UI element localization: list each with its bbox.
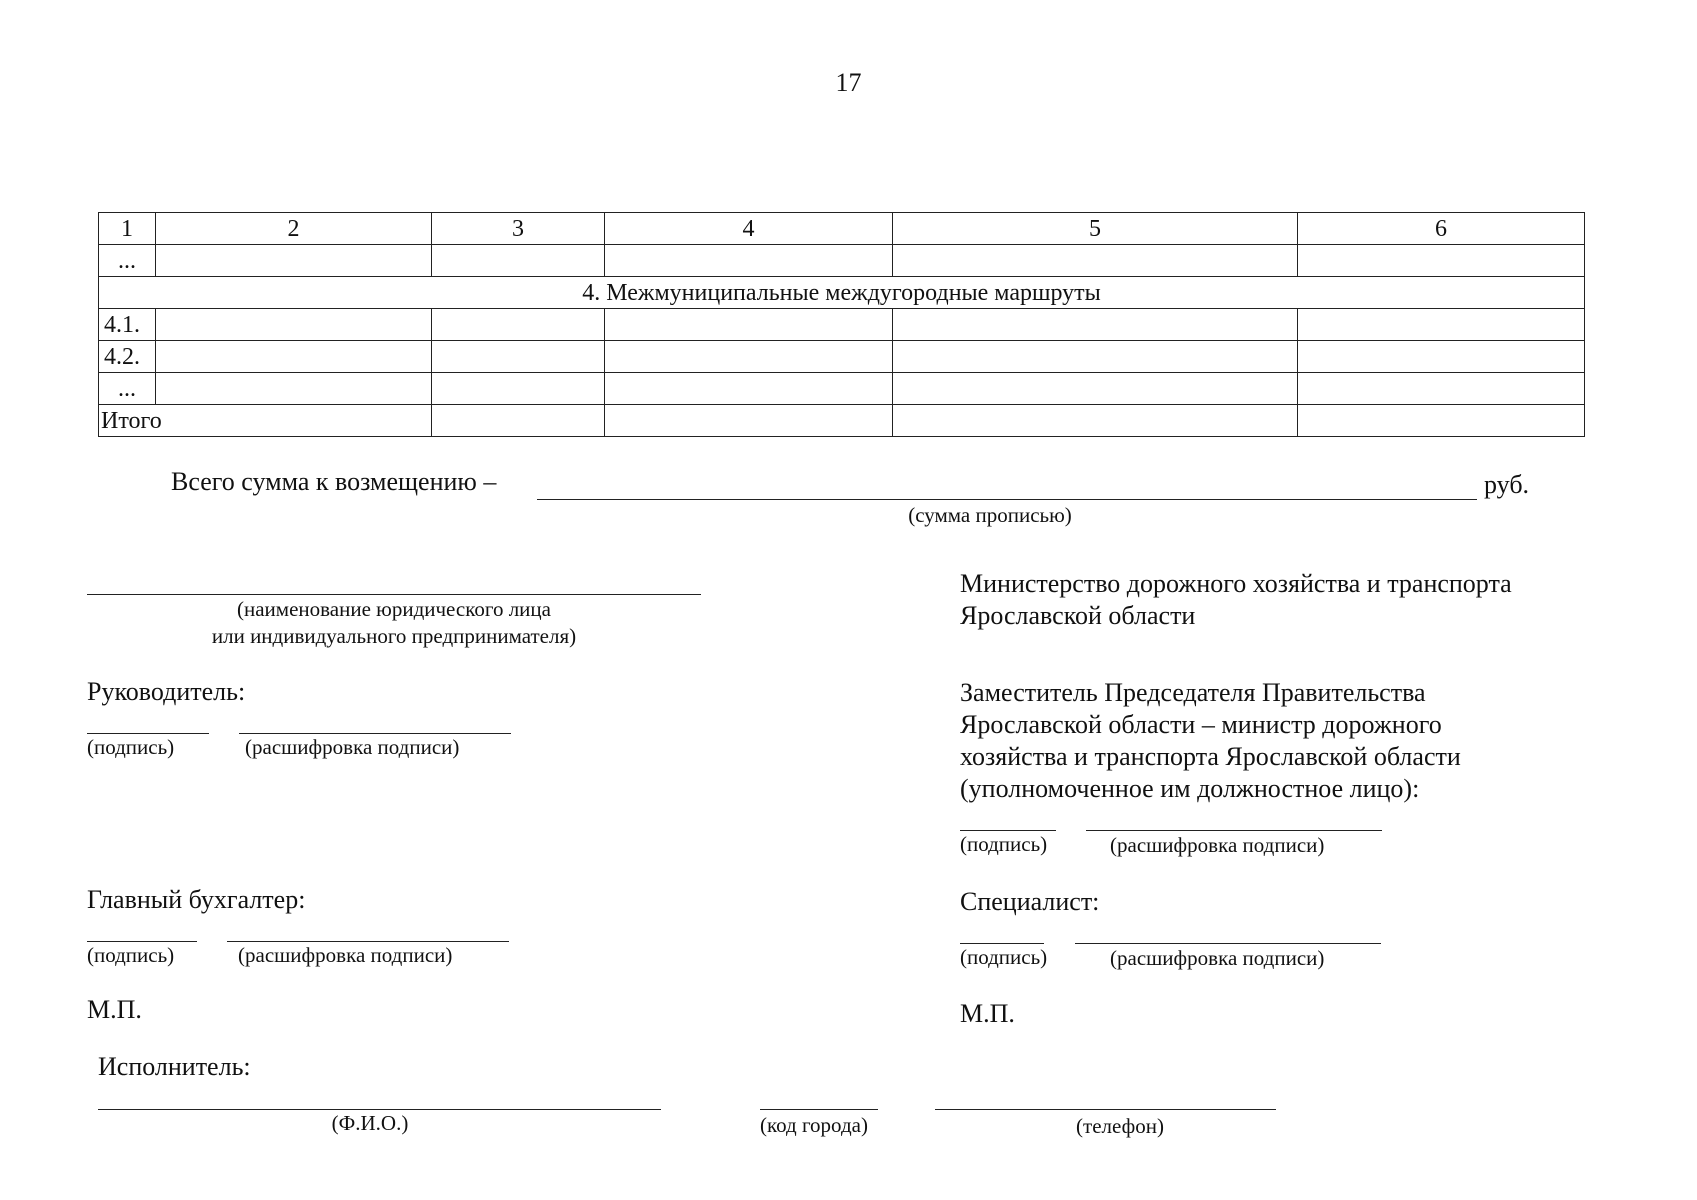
table-header-cell: 2	[156, 213, 432, 245]
ministry-line-2: Ярославской области	[960, 601, 1196, 630]
table-row	[99, 309, 1585, 341]
deputy-signature-caption: (подпись)	[960, 832, 1048, 856]
table-cell	[432, 309, 605, 341]
head-decoding-caption: (расшифровка подписи)	[245, 735, 460, 759]
table-header-cell: 5	[893, 213, 1298, 245]
table-cell	[605, 341, 893, 373]
table-header-cell: 3	[432, 213, 605, 245]
table-cell	[432, 373, 605, 405]
specialist-decoding-caption: (расшифровка подписи)	[1110, 946, 1325, 970]
table-cell	[1298, 341, 1585, 373]
deputy-decoding-caption: (расшифровка подписи)	[1110, 833, 1325, 857]
specialist-decoding-line	[1075, 943, 1381, 944]
specialist-signature-caption: (подпись)	[960, 945, 1048, 969]
table-header-cell: 4	[605, 213, 893, 245]
org-name-line	[87, 594, 701, 595]
table-cell: ...	[99, 373, 156, 405]
table-cell	[156, 309, 432, 341]
total-sum-unit: руб.	[1484, 470, 1530, 499]
table-cell	[605, 405, 893, 437]
table-cell: 4.1.	[99, 309, 156, 341]
table-row	[99, 341, 1585, 373]
head-signature-caption: (подпись)	[87, 735, 175, 759]
table-cell	[432, 341, 605, 373]
head-title: Руководитель:	[87, 677, 246, 706]
executor-title: Исполнитель:	[98, 1052, 251, 1081]
table-cell	[893, 341, 1298, 373]
table-row	[99, 245, 1585, 277]
table-cell	[1298, 309, 1585, 341]
org-caption-1: (наименование юридического лица	[237, 597, 551, 621]
table-cell: 4.2.	[99, 341, 156, 373]
deputy-line-1: Заместитель Председателя Правительства	[960, 678, 1426, 707]
page-number: 17	[835, 68, 862, 97]
table-header-cell: 1	[99, 213, 156, 245]
table-cell	[1298, 373, 1585, 405]
table-header-cell: 6	[1298, 213, 1585, 245]
total-sum-line	[537, 499, 1477, 500]
city-code-caption: (код города)	[760, 1113, 868, 1137]
total-row	[99, 405, 1585, 437]
specialist-title: Специалист:	[960, 887, 1100, 916]
phone-caption: (телефон)	[1076, 1114, 1164, 1138]
total-sum-label: Всего сумма к возмещению –	[171, 467, 497, 496]
accountant-signature-caption: (подпись)	[87, 943, 175, 967]
table-cell	[893, 405, 1298, 437]
deputy-line-2: Ярославской области – министр дорожного	[960, 710, 1442, 739]
table-cell	[156, 245, 432, 277]
deputy-line-4: (уполномоченное им должностное лицо):	[960, 774, 1420, 803]
city-code-line	[760, 1109, 878, 1110]
chief-accountant-title: Главный бухгалтер:	[87, 885, 306, 914]
table-cell	[893, 309, 1298, 341]
table-cell	[893, 245, 1298, 277]
report-table	[98, 212, 1585, 437]
org-caption-2: или индивидуального предпринимателя)	[211, 624, 577, 648]
table-cell	[156, 373, 432, 405]
table-cell: ...	[99, 245, 156, 277]
section-title: 4. Межмуниципальные междугородные маршруты	[99, 277, 1585, 309]
table-cell	[605, 245, 893, 277]
executor-fio-caption: (Ф.И.О.)	[331, 1111, 409, 1135]
table-cell	[605, 309, 893, 341]
table-cell	[432, 405, 605, 437]
table-cell	[893, 373, 1298, 405]
section-row	[99, 277, 1585, 309]
deputy-line-3: хозяйства и транспорта Ярославской области	[960, 742, 1461, 771]
table-cell	[156, 341, 432, 373]
table-header-row	[99, 213, 1585, 245]
left-stamp: М.П.	[87, 995, 142, 1024]
total-label: Итого	[99, 405, 432, 437]
ministry-line-1: Министерство дорожного хозяйства и транспорта	[960, 569, 1512, 598]
total-sum-caption: (сумма прописью)	[908, 503, 1072, 527]
table-cell	[1298, 405, 1585, 437]
table-cell	[432, 245, 605, 277]
accountant-decoding-caption: (расшифровка подписи)	[238, 943, 453, 967]
table-cell	[605, 373, 893, 405]
table-row	[99, 373, 1585, 405]
deputy-decoding-line	[1086, 830, 1382, 831]
table-cell	[1298, 245, 1585, 277]
right-stamp: М.П.	[960, 999, 1015, 1028]
phone-line	[935, 1109, 1276, 1110]
